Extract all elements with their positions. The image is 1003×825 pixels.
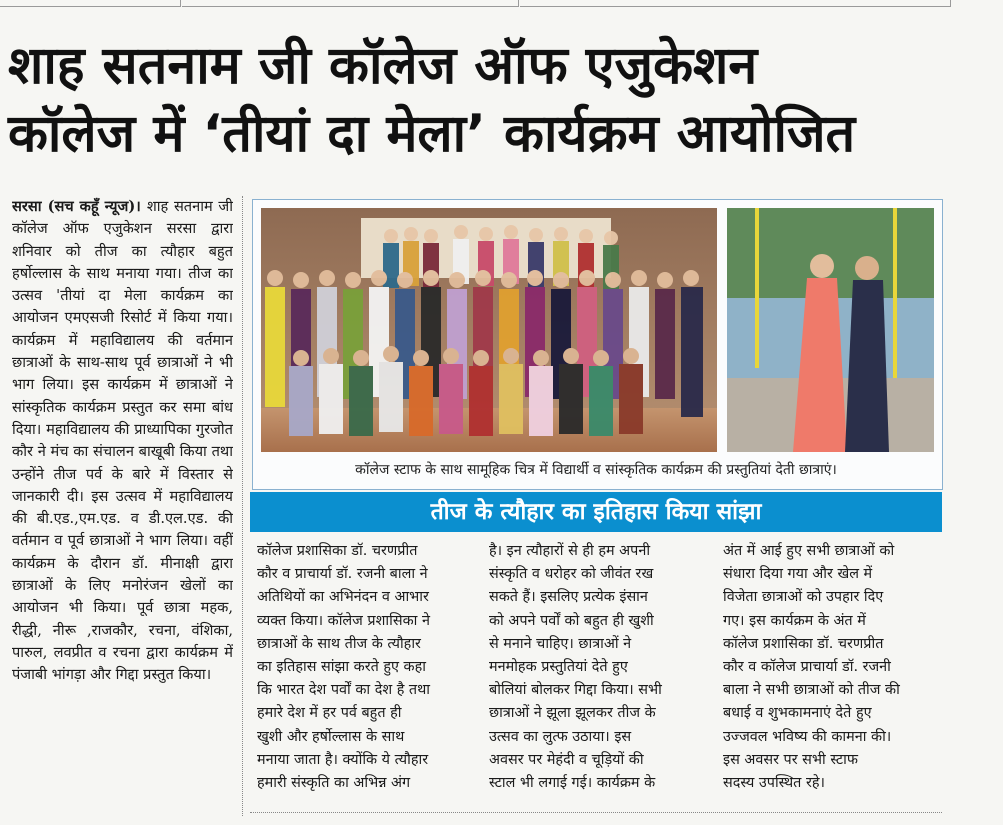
col1-line: छात्राओं के साथ तीज के त्यौहार (257, 635, 421, 652)
col3-line: अंत में आई हुए सभी छात्राओं को (723, 543, 895, 559)
subheading-banner: तीज के त्यौहार का इतिहास किया सांझा (250, 492, 942, 532)
col2-line: मनमोहक प्रस्तुतियां देते हुए (489, 659, 628, 676)
left-column-body: शाह सतनाम जी कॉलेज ऑफ एजुकेशन सरसा द्वारा शनिवार को तीज का त्यौहार बहुत हर्षोल्लास के साथ मनाया गया। तीज का उत्सव 'तीयां दा मेला कार्यक्रम का आयोजन एमएसजी रिसोर्ट में किया गया। कार्यक्रम में महाविद्यालय की वर्तमान छात्राओं के साथ-साथ पूर्व छात्राओं ने भी भाग लिया। इस कार्यक्रम में छात्राओं ने सांस्कृतिक कार्यक्रम प्रस्तुत कर समा बांध दिया। महाविद्यालय की प्राध्यापिका गुरजोत कौर ने मंच का संचालन बाखूबी किया तथा उन्होंने तीज पर्व के बारे में विस्तार से जानकारी दी। इस उत्सव में महाविद्यालय की बी.एड.,एम.एड. व डी.एल.एड. की वर्तमान व पूर्व छात्राओं ने भाग लिया। वहीं कार्यक्रम के दौरान डॉ. मीनाक्षी द्वारा छात्राओं के लिए मनोरंजन खेलों का आयोजन भी किया। पूर्व छात्रा महक, रीद्धी, नीरू ,राजकौर, रचना, वंशिका, पारुल, लवप्रीत व रचना द्वारा कार्यक्रम में पंजाबी भांगड़ा और गिद्दा प्रस्तुत किया। (12, 198, 233, 684)
photo-frame (252, 199, 943, 490)
dateline: सरसा (सच कहूँ न्यूज)। (12, 198, 147, 215)
col1-line: मनाया जाता है। क्योंकि ये त्यौहार (257, 751, 429, 768)
col2-line: अवसर पर मेहंदी व चूड़ियों की (489, 751, 644, 768)
col2-line: छात्राओं ने झूला झूलकर तीज के (489, 705, 656, 722)
col3-line: उज्जवल भविष्य की कामना की। (723, 728, 892, 745)
body-column-2 (489, 540, 711, 810)
col1-line: का इतिहास सांझा करते हुए कहा (257, 659, 426, 676)
col1-line: हमारे देश में हर पर्व बहुत ही (257, 705, 402, 722)
headline-line-1: शाह सतनाम जी कॉलेज ऑफ एजुकेशन (8, 36, 758, 96)
col3-line: कॉलेज प्रशासिका डॉ. चरणप्रीत (723, 635, 884, 652)
bottom-rule (250, 812, 942, 813)
column-divider (242, 196, 243, 816)
col2-line: स्टाल भी लगाई गई। कार्यक्रम के (489, 775, 656, 792)
top-border-rule (0, 0, 1003, 8)
col1-line: कौर व प्राचार्या डॉ. रजनी बाला ने (257, 566, 428, 583)
photo-caption: कॉलेज स्टाफ के साथ सामूहिक चित्र में विद्यार्थी व सांस्कृतिक कार्यक्रम की प्रस्तुतियां देती छात्राएं। (355, 462, 837, 478)
col3-line: संधारा दिया गया और खेल में (723, 566, 873, 583)
col3-line: बाला ने सभी छात्राओं को तीज की (723, 682, 900, 699)
col1-line: कि भारत देश पर्वों का देश है तथा (257, 682, 431, 699)
body-column-3 (723, 540, 945, 810)
col2-line: से मनाने चाहिए। छात्राओं ने (489, 635, 632, 652)
swing-photo (727, 208, 934, 452)
col2-line: बोलियां बोलकर गिद्दा किया। सभी (489, 682, 662, 699)
col2-line: संस्कृति व धरोहर को जीवंत रख (489, 566, 654, 583)
headline-line-2: कॉलेज में ‘तीयां दा मेला’ कार्यक्रम आयोजित (8, 104, 856, 164)
col2-line: है। इन त्यौहारों से ही हम अपनी (489, 543, 651, 559)
col1-line: कॉलेज प्रशासिका डॉ. चरणप्रीत (257, 543, 418, 559)
col3-line: कौर व कॉलेज प्राचार्या डॉ. रजनी (723, 659, 891, 676)
headline (8, 32, 998, 168)
col2-line: को अपने पर्वों को बहुत ही खुशी (489, 612, 654, 629)
col1-line: खुशी और हर्षोल्लास के साथ (257, 728, 405, 745)
col1-line: अतिथियों का अभिनंदन व आभार (257, 589, 429, 606)
body-column-1 (257, 540, 477, 810)
col3-line: इस अवसर पर सभी स्टाफ (723, 751, 859, 768)
col3-line: बधाई व शुभकामनाएं देते हुए (723, 705, 872, 722)
col3-line: विजेता छात्राओं को उपहार दिए (723, 589, 884, 606)
col1-line: हमारी संस्कृति का अभिन्न अंग (257, 775, 411, 792)
col2-line: उत्सव का लुत्फ उठाया। इस (489, 728, 632, 745)
group-photo (261, 208, 717, 452)
left-column-text (12, 196, 233, 816)
col1-line: व्यक्त किया। कॉलेज प्रशासिका ने (257, 612, 430, 629)
col3-line: गए। इस कार्यक्रम के अंत में (723, 612, 866, 629)
col2-line: सकते हैं। इसलिए प्रत्येक इंसान (489, 589, 648, 606)
col3-line: सदस्य उपस्थित रहे। (723, 775, 825, 792)
